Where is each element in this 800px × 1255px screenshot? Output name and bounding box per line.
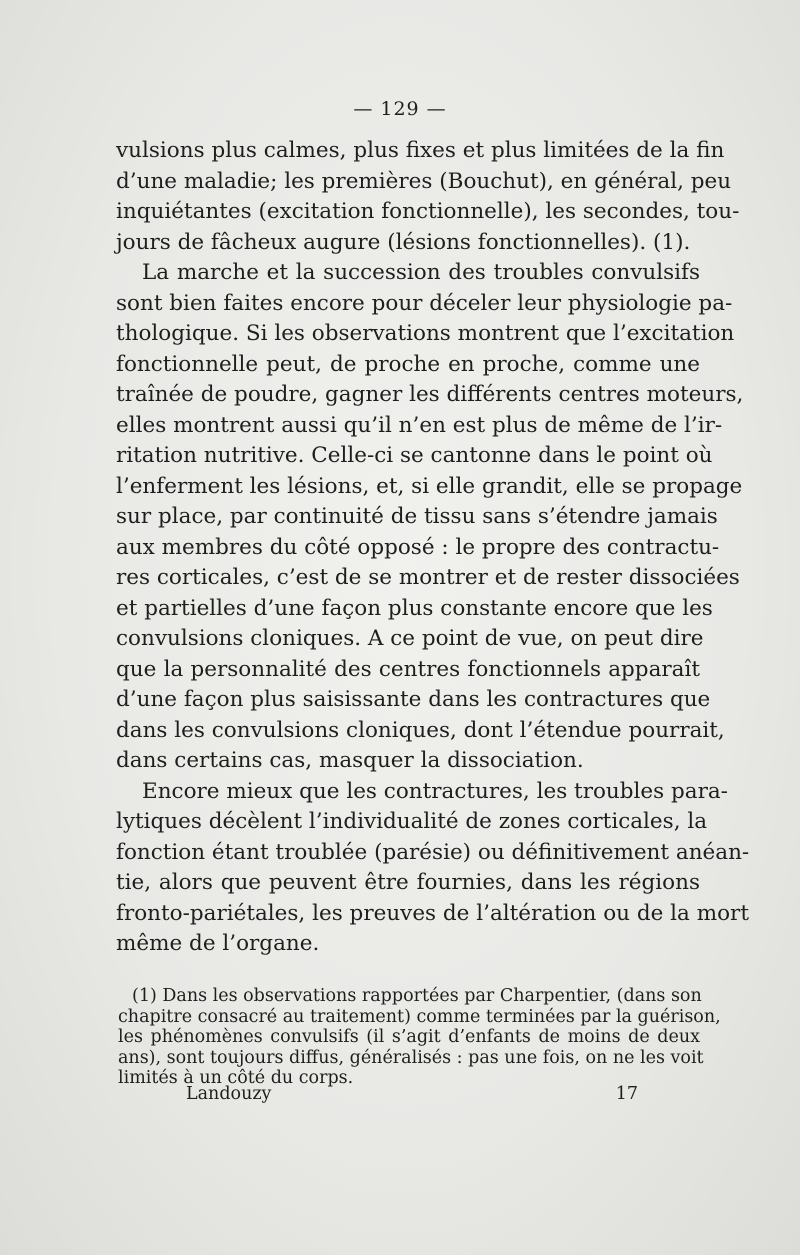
text-line: et partielles d’une façon plus constante encore que les	[116, 595, 713, 621]
text-line: fonctionnelle peut, de proche en proche, comme une	[116, 351, 700, 377]
paragraph-3	[116, 777, 750, 960]
text-line: que la personnalité des centres fonctionnels apparaît	[116, 656, 700, 682]
text-line: dans les convulsions cloniques, dont l’étendue pourrait,	[116, 717, 725, 743]
text-line: d’une façon plus saisissante dans les contractures que	[116, 687, 711, 712]
page-number: — 129 —	[353, 98, 447, 120]
text-line: inquiétantes (excitation fonctionnelle), les secondes, tou-	[116, 199, 740, 224]
text-line: Encore mieux que les contractures, les troubles para-	[142, 778, 728, 804]
text-line: sur place, par continuité de tissu sans s’étendre jamais	[116, 504, 718, 529]
text-line: fronto-pariétales, les preuves de l’altération ou de la mort	[116, 900, 749, 926]
text-line: l’enferment les lésions, et, si elle grandit, elle se propage	[116, 473, 743, 499]
text-line: lytiques décèlent l’individualité de zones corticales, la	[116, 809, 708, 834]
text-line: La marche et la succession des troubles convulsifs	[142, 260, 700, 285]
footnote-line: chapitre consacré au traitement) comme terminées par la guérison,	[118, 1006, 721, 1027]
footnote-line: (1) Dans les observations rapportées par Charpentier, (dans son	[132, 986, 702, 1006]
text-line: traînée de poudre, gagner les différents centres moteurs,	[116, 382, 744, 407]
footnote-line: limités à un côté du corps.	[118, 1068, 354, 1088]
footnote-line: ans), sont toujours diffus, généralisés : pas une fois, on ne les voit	[118, 1047, 704, 1068]
text-line: thologique. Si les observations montrent que l’excitation	[116, 321, 735, 346]
text-line: sont bien faites encore pour déceler leur physiologie pa-	[116, 290, 733, 316]
signature-mark: 17	[615, 1084, 638, 1104]
text-line: elles montrent aussi qu’il n’en est plus de même de l’ir-	[116, 412, 723, 438]
paragraph-2	[116, 258, 744, 777]
text-line: aux membres du côté opposé : le propre des contractu-	[116, 534, 720, 560]
text-line: jours de fâcheux augure (lésions fonctionnelles). (1).	[116, 229, 691, 255]
text-line: vulsions plus calmes, plus fixes et plus limitées de la fin	[116, 138, 725, 163]
paragraph-1	[116, 136, 740, 258]
text-line: ritation nutritive. Celle-ci se cantonne dans le point où	[116, 443, 713, 468]
footnote	[118, 986, 721, 1089]
text-line: d’une maladie; les premières (Bouchut), en général, peu	[116, 168, 732, 194]
text-line: res corticales, c’est de se montrer et de rester dissociées	[116, 565, 740, 590]
footer-author: Landouzy	[186, 1084, 272, 1104]
text-line: tie, alors que peuvent être fournies, dans les régions	[116, 870, 700, 895]
body-text	[116, 136, 750, 960]
footnote-line: les phénomènes convulsifs (il s’agit d’enfants de moins de deux	[118, 1027, 700, 1047]
text-line: convulsions cloniques. A ce point de vue, on peut dire	[116, 626, 704, 651]
text-line: fonction étant troublée (parésie) ou définitivement anéan-	[116, 839, 750, 865]
text-line: dans certains cas, masquer la dissociation.	[116, 748, 584, 773]
text-line: même de l’organe.	[116, 931, 320, 956]
